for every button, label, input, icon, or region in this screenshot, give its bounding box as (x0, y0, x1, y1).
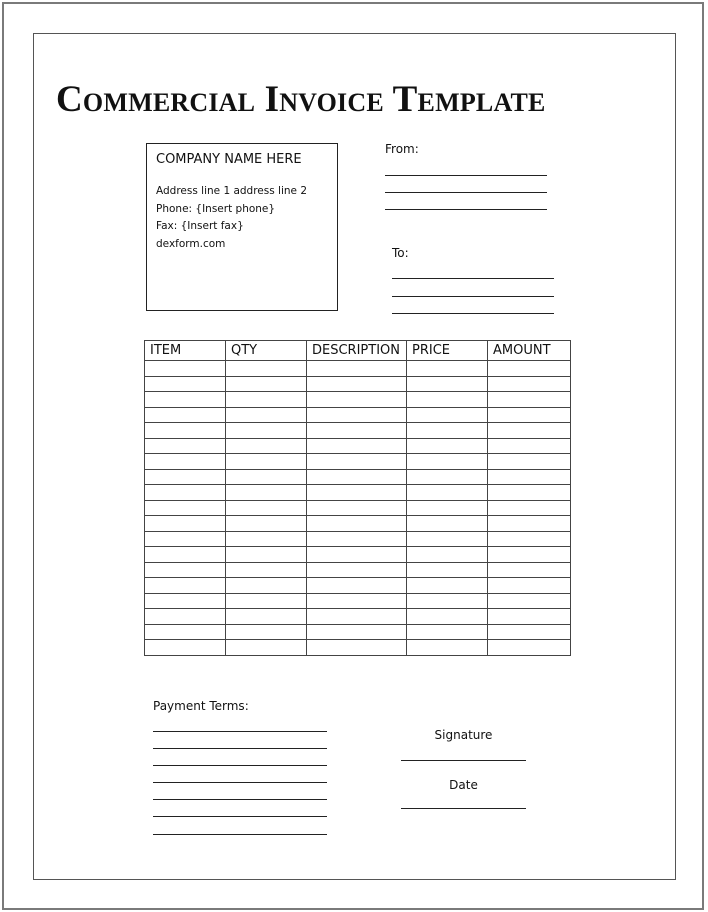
table-cell[interactable] (307, 547, 407, 563)
payment-terms-line[interactable] (153, 782, 327, 783)
items-table-body (145, 361, 571, 656)
from-line-3[interactable] (385, 209, 547, 210)
table-cell[interactable] (307, 516, 407, 532)
header-price: PRICE (407, 341, 488, 361)
table-cell[interactable] (307, 531, 407, 547)
table-cell[interactable] (226, 376, 307, 392)
table-cell[interactable] (145, 423, 226, 439)
signature-label: Signature (434, 728, 493, 742)
header-item: ITEM (145, 341, 226, 361)
table-cell[interactable] (407, 578, 488, 594)
table-cell[interactable] (145, 438, 226, 454)
table-cell[interactable] (307, 438, 407, 454)
table-row (145, 609, 571, 625)
table-row (145, 562, 571, 578)
table-row (145, 531, 571, 547)
table-cell[interactable] (407, 593, 488, 609)
table-row (145, 624, 571, 640)
table-cell[interactable] (488, 609, 571, 625)
table-cell[interactable] (307, 500, 407, 516)
page-title: Commercial Invoice Template (56, 79, 546, 120)
table-row (145, 640, 571, 656)
table-row (145, 423, 571, 439)
table-cell[interactable] (307, 361, 407, 377)
table-cell[interactable] (307, 469, 407, 485)
table-cell[interactable] (488, 547, 571, 563)
table-cell[interactable] (488, 469, 571, 485)
table-cell[interactable] (145, 562, 226, 578)
company-info-box (146, 143, 338, 311)
table-cell[interactable] (226, 423, 307, 439)
table-cell[interactable] (145, 593, 226, 609)
to-label: To: (392, 246, 409, 260)
table-cell[interactable] (407, 423, 488, 439)
table-cell[interactable] (226, 407, 307, 423)
payment-terms-label: Payment Terms: (153, 699, 249, 713)
table-row (145, 485, 571, 501)
from-label: From: (385, 142, 419, 156)
table-cell[interactable] (145, 609, 226, 625)
table-cell[interactable] (145, 640, 226, 656)
table-row (145, 438, 571, 454)
table-cell[interactable] (307, 578, 407, 594)
to-line-2[interactable] (392, 296, 554, 297)
table-cell[interactable] (407, 624, 488, 640)
table-cell[interactable] (488, 640, 571, 656)
table-cell[interactable] (307, 593, 407, 609)
table-row (145, 547, 571, 563)
payment-terms-line[interactable] (153, 816, 327, 817)
table-cell[interactable] (307, 423, 407, 439)
table-cell[interactable] (226, 469, 307, 485)
table-cell[interactable] (145, 485, 226, 501)
table-cell[interactable] (307, 454, 407, 470)
from-line-2[interactable] (385, 192, 547, 193)
payment-terms-line[interactable] (153, 834, 327, 835)
table-cell[interactable] (307, 376, 407, 392)
table-cell[interactable] (407, 547, 488, 563)
table-cell[interactable] (307, 392, 407, 408)
table-row (145, 392, 571, 408)
header-amount: AMOUNT (488, 341, 571, 361)
table-cell[interactable] (226, 562, 307, 578)
table-cell[interactable] (226, 516, 307, 532)
table-cell[interactable] (226, 438, 307, 454)
table-cell[interactable] (145, 624, 226, 640)
table-cell[interactable] (307, 407, 407, 423)
table-row (145, 407, 571, 423)
table-cell[interactable] (488, 407, 571, 423)
table-cell[interactable] (226, 485, 307, 501)
table-cell[interactable] (407, 609, 488, 625)
table-cell[interactable] (226, 609, 307, 625)
table-row (145, 361, 571, 377)
table-cell[interactable] (226, 531, 307, 547)
payment-terms-line[interactable] (153, 765, 327, 766)
table-cell[interactable] (145, 392, 226, 408)
company-fax: Fax: {Insert fax} (156, 220, 244, 232)
table-row (145, 593, 571, 609)
table-cell[interactable] (488, 531, 571, 547)
company-name: COMPANY NAME HERE (156, 152, 302, 167)
table-cell[interactable] (226, 624, 307, 640)
table-cell[interactable] (145, 516, 226, 532)
table-cell[interactable] (226, 593, 307, 609)
table-cell[interactable] (407, 500, 488, 516)
table-cell[interactable] (226, 547, 307, 563)
table-cell[interactable] (407, 640, 488, 656)
table-cell[interactable] (145, 454, 226, 470)
table-cell[interactable] (488, 562, 571, 578)
table-cell[interactable] (488, 624, 571, 640)
table-cell[interactable] (407, 469, 488, 485)
table-cell[interactable] (488, 454, 571, 470)
table-row (145, 454, 571, 470)
table-cell[interactable] (488, 438, 571, 454)
table-cell[interactable] (145, 469, 226, 485)
table-cell[interactable] (407, 407, 488, 423)
table-cell[interactable] (488, 376, 571, 392)
payment-terms-line[interactable] (153, 731, 327, 732)
table-cell[interactable] (407, 485, 488, 501)
table-cell[interactable] (488, 516, 571, 532)
from-line-1[interactable] (385, 175, 547, 176)
company-address: Address line 1 address line 2 (156, 185, 308, 197)
table-cell[interactable] (307, 609, 407, 625)
table-cell[interactable] (307, 485, 407, 501)
table-cell[interactable] (226, 392, 307, 408)
table-cell[interactable] (407, 516, 488, 532)
payment-terms-line[interactable] (153, 799, 327, 800)
table-header-row (145, 341, 571, 361)
table-cell[interactable] (307, 562, 407, 578)
table-cell[interactable] (226, 361, 307, 377)
table-cell[interactable] (407, 454, 488, 470)
table-cell[interactable] (407, 438, 488, 454)
table-cell[interactable] (226, 640, 307, 656)
table-cell[interactable] (407, 392, 488, 408)
table-cell[interactable] (407, 562, 488, 578)
table-cell[interactable] (145, 361, 226, 377)
table-cell[interactable] (488, 578, 571, 594)
table-cell[interactable] (488, 423, 571, 439)
table-cell[interactable] (307, 640, 407, 656)
table-row (145, 578, 571, 594)
table-cell[interactable] (145, 407, 226, 423)
to-line-3[interactable] (392, 313, 554, 314)
payment-terms-line[interactable] (153, 748, 327, 749)
items-table (144, 340, 571, 656)
table-cell[interactable] (145, 531, 226, 547)
table-cell[interactable] (307, 624, 407, 640)
table-row (145, 516, 571, 532)
table-cell[interactable] (488, 485, 571, 501)
table-cell[interactable] (145, 500, 226, 516)
signature-line[interactable] (401, 760, 526, 761)
table-cell[interactable] (488, 593, 571, 609)
table-cell[interactable] (488, 392, 571, 408)
table-cell[interactable] (226, 578, 307, 594)
table-cell[interactable] (407, 361, 488, 377)
table-cell[interactable] (226, 500, 307, 516)
table-cell[interactable] (145, 547, 226, 563)
table-cell[interactable] (488, 500, 571, 516)
table-cell[interactable] (488, 361, 571, 377)
date-label: Date (449, 778, 478, 792)
table-row (145, 469, 571, 485)
table-cell[interactable] (407, 531, 488, 547)
table-cell[interactable] (145, 376, 226, 392)
table-cell[interactable] (145, 578, 226, 594)
table-cell[interactable] (226, 454, 307, 470)
header-qty: QTY (226, 341, 307, 361)
date-line[interactable] (401, 808, 526, 809)
table-cell[interactable] (407, 376, 488, 392)
company-website: dexform.com (156, 237, 226, 250)
table-row (145, 500, 571, 516)
table-row (145, 376, 571, 392)
header-description: DESCRIPTION (307, 341, 407, 361)
company-details (156, 183, 307, 253)
company-phone: Phone: {Insert phone} (156, 202, 276, 215)
to-line-1[interactable] (392, 278, 554, 279)
